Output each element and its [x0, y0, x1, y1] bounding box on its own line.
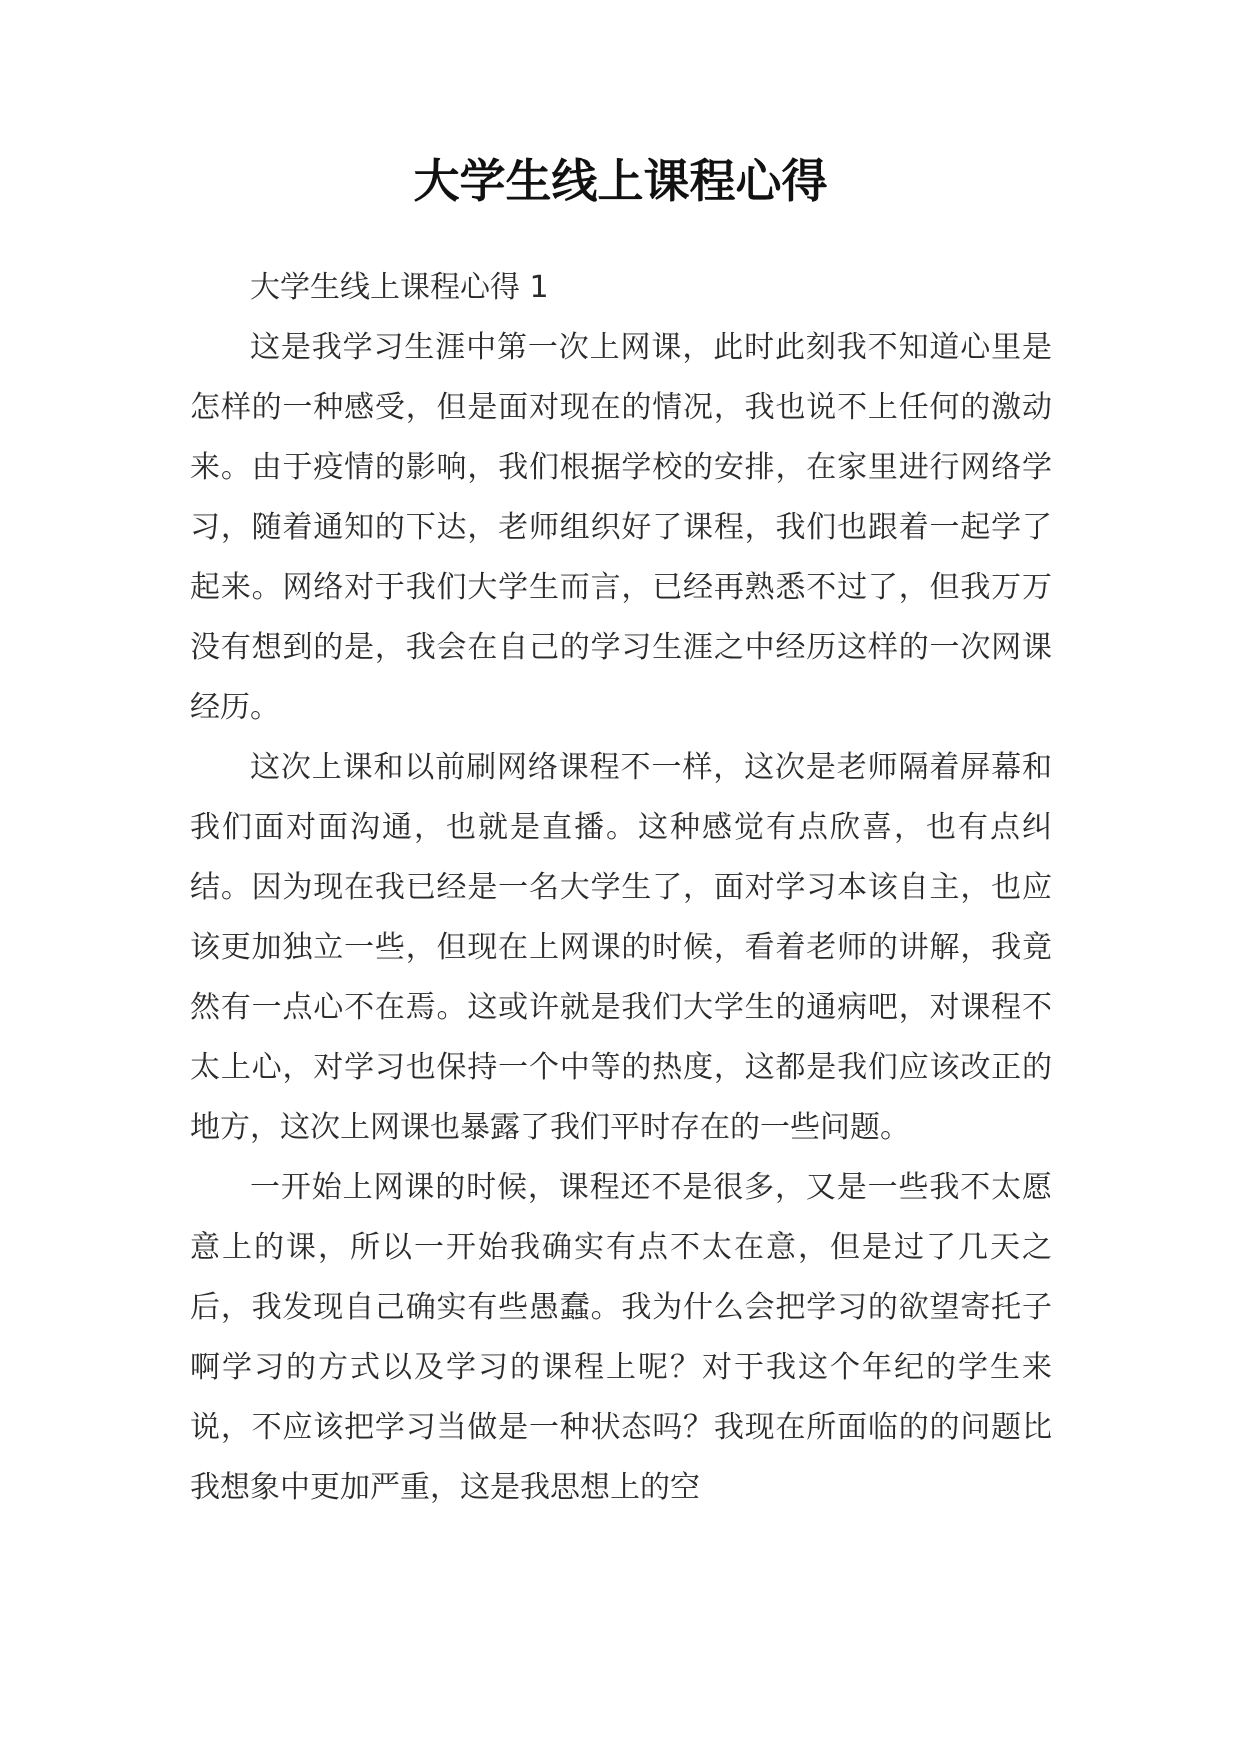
paragraph-1: 这是我学习生涯中第一次上网课，此时此刻我不知道心里是怎样的一种感受，但是面对现在的情况，我也说不上任何的激动来。由于疫情的影响，我们根据学校的安排，在家里进行网络学习，随着通知的下达，老师组织好了课程，我们也跟着一起学了起来。网络对于我们大学生而言，已经再熟悉不过了，但我万万没有想到的是，我会在自己的学习生涯之中经历这样的一次网课经历。 — [190, 330, 1052, 725]
document-title: 大学生线上课程心得 — [413, 154, 828, 208]
section-heading: 大学生线上课程心得 1 — [250, 270, 549, 305]
document-body — [190, 258, 1052, 1518]
paragraph-3: 一开始上网课的时候，课程还不是很多，又是一些我不太愿意上的课，所以一开始我确实有点不太在意，但是过了几天之后，我发现自己确实有些愚蠢。我为什么会把学习的欲望寄托子啊学习的方式以及学习的课程上呢？对于我这个年纪的学生来说，不应该把学习当做是一种状态吗？我现在所面临的的问题比我想象中更加严重，这是我思想上的空 — [190, 1170, 1052, 1505]
paragraph-2: 这次上课和以前刷网络课程不一样，这次是老师隔着屏幕和我们面对面沟通，也就是直播。这种感觉有点欣喜，也有点纠结。因为现在我已经是一名大学生了，面对学习本该自主，也应该更加独立一些，但现在上网课的时候，看着老师的讲解，我竟然有一点心不在焉。这或许就是我们大学生的通病吧，对课程不太上心，对学习也保持一个中等的热度，这都是我们应该改正的地方，这次上网课也暴露了我们平时存在的一些问题。 — [190, 750, 1052, 1145]
